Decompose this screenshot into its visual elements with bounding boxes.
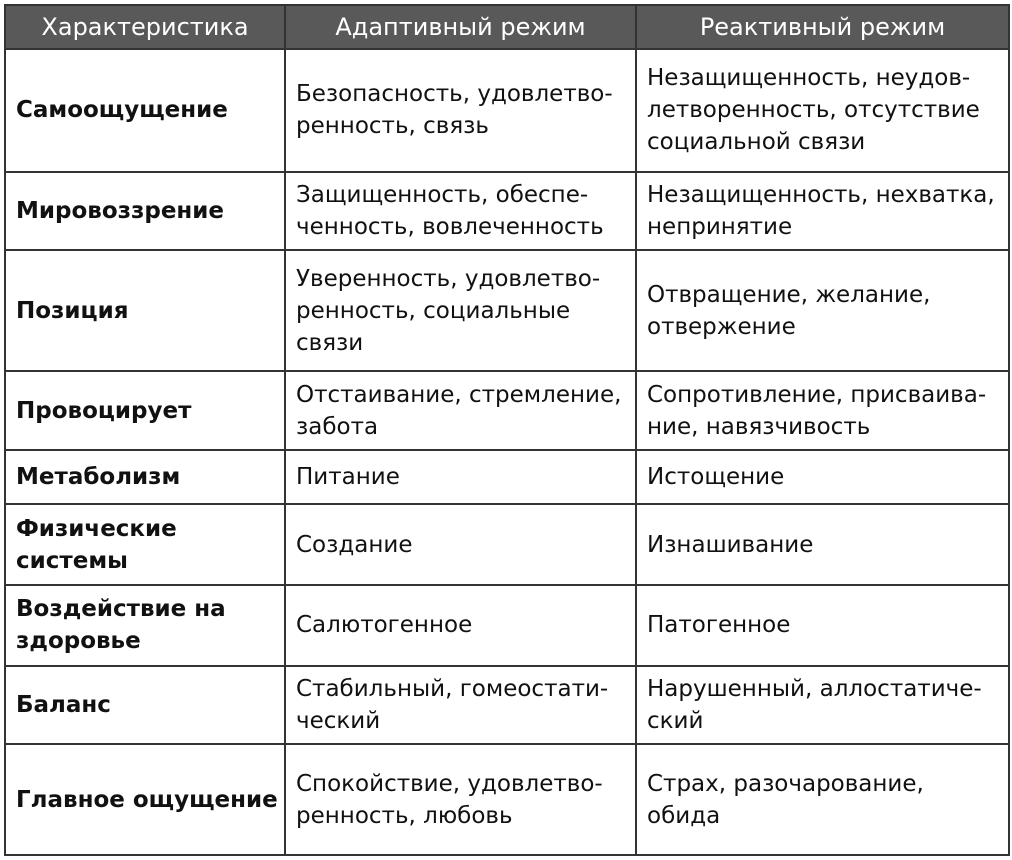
- table-row: [5, 450, 1009, 504]
- reactive-cell: Незащищенность, неудов- летворенность, отсутствие социальной связи: [636, 49, 1009, 172]
- characteristic-cell: Физические системы: [5, 504, 285, 585]
- header-characteristic: Характеристика: [5, 5, 285, 49]
- adaptive-cell: Безопасность, удовлетво- ренность, связь: [285, 49, 636, 172]
- characteristic-cell: Позиция: [5, 250, 285, 371]
- table-row: [5, 666, 1009, 745]
- header-adaptive-mode: Адаптивный режим: [285, 5, 636, 49]
- table-row: [5, 49, 1009, 172]
- table-row: [5, 172, 1009, 251]
- reactive-cell: Сопротивление, присваива- ние, навязчивость: [636, 371, 1009, 450]
- table-row: [5, 371, 1009, 450]
- header-row: [5, 5, 1009, 49]
- characteristic-cell: Мировоззрение: [5, 172, 285, 251]
- characteristic-cell: Главное ощущение: [5, 744, 285, 855]
- adaptive-cell: Спокойствие, удовлетво- ренность, любовь: [285, 744, 636, 855]
- table-row: [5, 250, 1009, 371]
- table-row: [5, 504, 1009, 585]
- adaptive-cell: Создание: [285, 504, 636, 585]
- adaptive-cell: Защищенность, обеспе- ченность, вовлеченность: [285, 172, 636, 251]
- reactive-cell: Незащищенность, нехватка, непринятие: [636, 172, 1009, 251]
- adaptive-cell: Уверенность, удовлетво- ренность, социальные связи: [285, 250, 636, 371]
- characteristic-cell: Метаболизм: [5, 450, 285, 504]
- comparison-table-container: [4, 4, 1008, 856]
- adaptive-cell: Салютогенное: [285, 585, 636, 666]
- adaptive-cell: Питание: [285, 450, 636, 504]
- table-row: [5, 585, 1009, 666]
- adaptive-cell: Стабильный, гомеостати- ческий: [285, 666, 636, 745]
- reactive-cell: Патогенное: [636, 585, 1009, 666]
- characteristic-cell: Провоцирует: [5, 371, 285, 450]
- characteristic-cell: Баланс: [5, 666, 285, 745]
- table-row: [5, 744, 1009, 855]
- reactive-cell: Отвращение, желание, отвержение: [636, 250, 1009, 371]
- reactive-cell: Страх, разочарование, обида: [636, 744, 1009, 855]
- header-reactive-mode: Реактивный режим: [636, 5, 1009, 49]
- reactive-cell: Изнашивание: [636, 504, 1009, 585]
- characteristic-cell: Воздействие на здоровье: [5, 585, 285, 666]
- comparison-table: [4, 4, 1010, 856]
- characteristic-cell: Самоощущение: [5, 49, 285, 172]
- reactive-cell: Истощение: [636, 450, 1009, 504]
- adaptive-cell: Отстаивание, стремление, забота: [285, 371, 636, 450]
- reactive-cell: Нарушенный, аллостатиче- ский: [636, 666, 1009, 745]
